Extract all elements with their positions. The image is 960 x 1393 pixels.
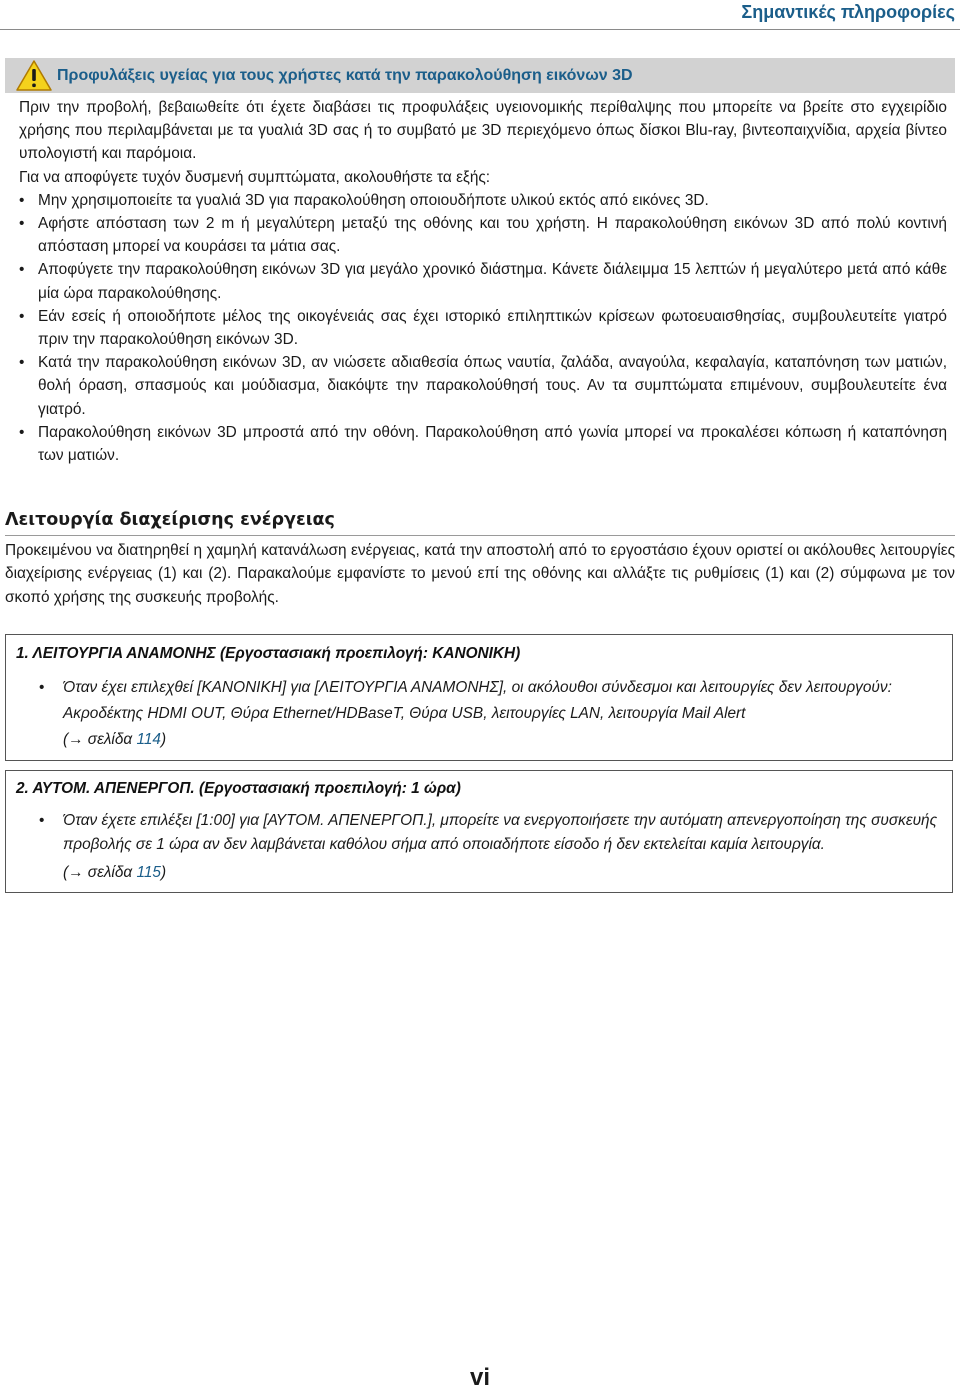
page-reference-suffix: ) [160,864,167,881]
health-lead-paragraph: Για να αποφύγετε τυχόν δυσμενή συμπτώματα, ακολουθήστε τα εξής: [19,168,491,186]
health-intro-paragraph: Πριν την προβολή, βεβαιωθείτε ότι έχετε διαβάσει τις προφυλάξεις υγειονομικής περίθαλψης που μπορείτε να βρείτε στο εγχειρίδιο χρήσης που περιλαμβάνεται με τα γυαλιά 3D σας ή το συμβατό με 3D περιεχόμενο όπως δίσκοι Blu-ray, βιντεοπαιχνίδια, αρχεία βίντεο υπολογιστή και παρόμοια. [19,99,947,163]
list-item-text: Εάν εσείς ή οποιοδήποτε μέλος της οικογένειάς σας έχει ιστορικό επιληπτικών κρίσεων φωτοευαισθησίας, συμβουλευτείτε γιατρό πριν την παρακολούθηση εικόνων 3D. [38,307,947,349]
setting-list [39,809,947,885]
page-link[interactable]: 115 [136,864,161,881]
list-item [19,258,947,304]
list-item [19,305,947,351]
page-reference-suffix: ) [160,731,167,748]
page-reference [63,861,947,885]
list-item-text: Μην χρησιμοποιείτε τα γυαλιά 3D για παρακολούθηση οποιουδήποτε υλικού εκτός από εικόνες 3D. [38,191,709,209]
list-item-text: Αφήστε απόσταση των 2 m ή μεγαλύτερη μεταξύ της οθόνης και του χρήστη. Η παρακολούθηση εικόνων 3D από πολύ κοντινή απόσταση μπορεί να κουράσει τα μάτια σας. [38,215,947,256]
header-divider [0,29,960,30]
setting-heading: 2. ΑΥΤΟΜ. ΑΠΕΝΕΡΓΟΠ. (Εργοστασιακή προεπιλογή: 1 ώρα) [16,780,461,797]
page-link[interactable]: 114 [136,731,161,748]
bullet-marker: • [19,215,25,233]
section-header-title: Σημαντικές πληροφορίες [741,2,955,22]
setting-box-auto-power-off [5,770,953,893]
health-warning-section [5,58,955,468]
list-item [19,212,947,258]
health-bullet-list [19,189,947,467]
bullet-marker: • [19,423,25,441]
bullet-marker: • [19,261,25,279]
power-management-title: Λειτουργία διαχείρισης ενέργειας [5,510,335,530]
list-item-text: Παρακολούθηση εικόνων 3D μπροστά από την οθόνη. Παρακολούθηση από γωνία μπορεί να προκαλέσει κόπωση ή καταπόνηση των ματιών. [38,423,947,465]
list-item [19,351,947,421]
list-item-text: Κατά την παρακολούθηση εικόνων 3D, αν νιώσετε αδιαθεσία όπως ναυτία, ζαλάδα, αναγούλα, κεφαλαγία, καταπόνηση των ματιών, θολή όραση, σπασμούς και μούδιασμα, διακόψτε την παρακολούθησή τους. Αν τα συμπτώματα επιμένουν, συμβουλευτείτε ένα γιατρό. [38,354,947,418]
list-item [19,189,947,212]
setting-description: Όταν έχει επιλεχθεί [ΚΑΝΟΝΙΚΗ] για [ΛΕΙΤΟΥΡΓΙΑ ΑΝΑΜΟΝΗΣ], οι ακόλουθοι σύνδεσμοι και λειτουργίες δεν λειτουργούν: [63,679,892,696]
setting-description: Όταν έχετε επιλέξει [1:00] για [ΑΥΤΟΜ. ΑΠΕΝΕΡΓΟΠ.], μπορείτε να ενεργοποιήσετε την αυτόματη απενεργοποίηση της συσκευής προβολής σε 1 ώρα αν δεν λαμβάνεται καθόλου σήμα από οποιαδήποτε είσοδο ή δεν εκτελείται καμία λειτουργία. [63,812,938,853]
page-reference-prefix: (→ σελίδα [63,731,137,748]
bullet-marker: • [19,307,25,325]
bullet-marker: • [39,679,45,696]
list-item-text: Αποφύγετε την παρακολούθηση εικόνων 3D για μεγάλο χρονικό διάστημα. Κάνετε διάλειμμα 15 λεπτών ή μεγαλύτερο μετά από κάθε μία ώρα παρακολούθησης. [38,261,947,302]
setting-detail: Ακροδέκτης HDMI OUT, Θύρα Ethernet/HDBaseT, Θύρα USB, λειτουργίες LAN, λειτουργία Mail Alert [63,705,746,722]
bullet-marker: • [19,354,25,372]
setting-box-standby [5,634,953,761]
power-management-divider [5,535,955,536]
page-reference-prefix: (→ σελίδα [63,864,137,881]
page-reference [63,727,947,753]
bullet-marker: • [19,191,25,209]
setting-list [39,675,947,753]
warning-triangle-icon [15,59,53,92]
bullet-marker: • [39,812,45,829]
setting-heading: 1. ΛΕΙΤΟΥΡΓΙΑ ΑΝΑΜΟΝΗΣ (Εργοστασιακή προεπιλογή: ΚΑΝΟΝΙΚΗ) [16,645,521,662]
list-item [39,809,947,885]
page-number: vi [469,1364,490,1391]
list-item [39,675,947,753]
power-management-intro: Προκειμένου να διατηρηθεί η χαμηλή κατανάλωση ενέργειας, κατά την αποστολή από το εργοστάσιο έχουν οριστεί οι ακόλουθες λειτουργίες διαχείρισης ενέργειας (1) και (2). Παρακαλούμε εμφανίστε το μενού επί της οθόνης και αλλάξτε τις ρυθμίσεις (1) και (2) σύμφωνα με τον σκοπό χρήσης της συσκευής προβολής. [5,542,955,606]
health-warning-body [19,96,947,467]
health-warning-title-bar [5,58,955,93]
list-item [19,421,947,467]
health-warning-title: Προφυλάξεις υγείας για τους χρήστες κατά την παρακολούθηση εικόνων 3D [57,66,633,84]
